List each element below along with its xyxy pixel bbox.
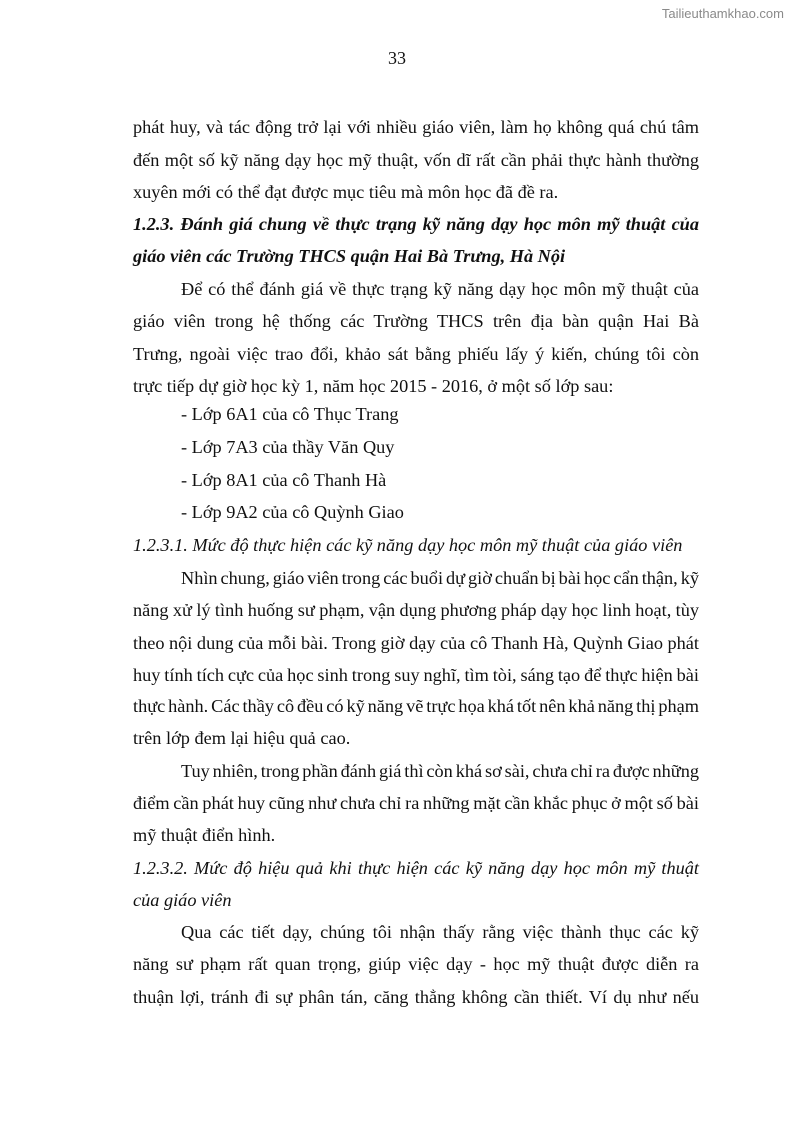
text-line xyxy=(133,566,699,590)
line-text: đến một số kỹ năng dạy học mỹ thuật, vốn dĩ rất cần phải thực hành thường xyxy=(133,150,699,170)
text-line xyxy=(133,631,699,655)
section-heading-line xyxy=(133,212,699,236)
text-line xyxy=(133,309,699,333)
section-heading-line xyxy=(133,533,699,557)
line-text: 1.2.3. Đánh giá chung về thực trạng kỹ năng dạy học môn mỹ thuật của xyxy=(133,214,699,234)
line-text: Nhìn chung, giáo viên trong các buổi dự giờ chuẩn bị bài học cẩn thận, kỹ xyxy=(181,568,699,588)
line-text: - Lớp 9A2 của cô Quỳnh Giao xyxy=(181,502,404,522)
text-line xyxy=(133,342,699,366)
line-text: giáo viên các Trường THCS quận Hai Bà Trưng, Hà Nội xyxy=(133,246,566,266)
line-text: mỹ thuật điển hình. xyxy=(133,825,276,845)
text-line xyxy=(133,823,699,847)
line-text: phát huy, và tác động trở lại với nhiều giáo viên, làm họ không quá chú tâm xyxy=(133,117,699,137)
line-text: của giáo viên xyxy=(133,890,232,910)
line-text: - Lớp 6A1 của cô Thục Trang xyxy=(181,404,399,424)
text-line xyxy=(133,952,699,976)
text-line xyxy=(133,148,699,172)
line-text: Qua các tiết dạy, chúng tôi nhận thấy rằng việc thành thục các kỹ xyxy=(181,922,699,942)
text-line xyxy=(133,500,699,524)
text-line xyxy=(133,598,699,622)
section-heading-line xyxy=(133,888,699,912)
text-line xyxy=(133,435,699,459)
text-line xyxy=(133,694,699,718)
text-line xyxy=(133,759,699,783)
line-text: năng sư phạm rất quan trọng, giúp việc dạy - học mỹ thuật được diễn ra xyxy=(133,954,699,974)
text-line xyxy=(133,468,699,492)
line-text: 1.2.3.1. Mức độ thực hiện các kỹ năng dạy học môn mỹ thuật của giáo viên xyxy=(133,535,683,555)
page-number: 33 xyxy=(388,48,406,68)
text-line xyxy=(133,402,699,426)
text-line xyxy=(133,663,699,687)
text-line xyxy=(133,374,699,398)
line-text: trực tiếp dự giờ học kỳ 1, năm học 2015 - 2016, ở một số lớp sau: xyxy=(133,376,614,396)
line-text: Trưng, ngoài việc trao đổi, khảo sát bằng phiếu lấy ý kiến, chúng tôi còn xyxy=(133,344,699,364)
text-line xyxy=(133,985,699,1009)
section-heading-line xyxy=(133,244,699,268)
text-line xyxy=(133,277,699,301)
line-text: - Lớp 8A1 của cô Thanh Hà xyxy=(181,470,387,490)
line-text: xuyên mới có thể đạt được mục tiêu mà môn học đã đề ra. xyxy=(133,182,559,202)
line-text: Tuy nhiên, trong phần đánh giá thì còn khá sơ sài, chưa chỉ ra được những xyxy=(181,761,699,781)
text-line xyxy=(133,791,699,815)
line-text: - Lớp 7A3 của thầy Văn Quy xyxy=(181,437,395,457)
text-line xyxy=(133,115,699,139)
text-line xyxy=(133,920,699,944)
text-line xyxy=(133,180,699,204)
line-text: theo nội dung của mỗi bài. Trong giờ dạy của cô Thanh Hà, Quỳnh Giao phát xyxy=(133,633,699,653)
line-text: năng xử lý tình huống sư phạm, vận dụng phương pháp dạy học linh hoạt, tùy xyxy=(133,600,699,620)
line-text: huy tính tích cực của học sinh trong suy nghĩ, tìm tòi, sáng tạo để thực hiện bài xyxy=(133,665,699,685)
line-text: giáo viên trong hệ thống các Trường THCS trên địa bàn quận Hai Bà xyxy=(133,311,699,331)
watermark: Tailieuthamkhao.com xyxy=(661,6,784,21)
text-line xyxy=(133,726,699,750)
line-text: Để có thể đánh giá về thực trạng kỹ năng dạy học môn mỹ thuật của xyxy=(181,279,699,299)
line-text: thuận lợi, tránh đi sự phân tán, căng thẳng không cần thiết. Ví dụ như nếu xyxy=(133,987,699,1007)
line-text: điểm cần phát huy cũng như chưa chỉ ra những mặt cần khắc phục ở một số bài xyxy=(133,793,699,813)
line-text: trên lớp đem lại hiệu quả cao. xyxy=(133,728,351,748)
line-text: thực hành. Các thầy cô đều có kỹ năng vẽ trực họa khá tốt nên khả năng thị phạm xyxy=(133,696,699,716)
section-heading-line xyxy=(133,856,699,880)
line-text: 1.2.3.2. Mức độ hiệu quả khi thực hiện các kỹ năng dạy học môn mỹ thuật xyxy=(133,858,699,878)
